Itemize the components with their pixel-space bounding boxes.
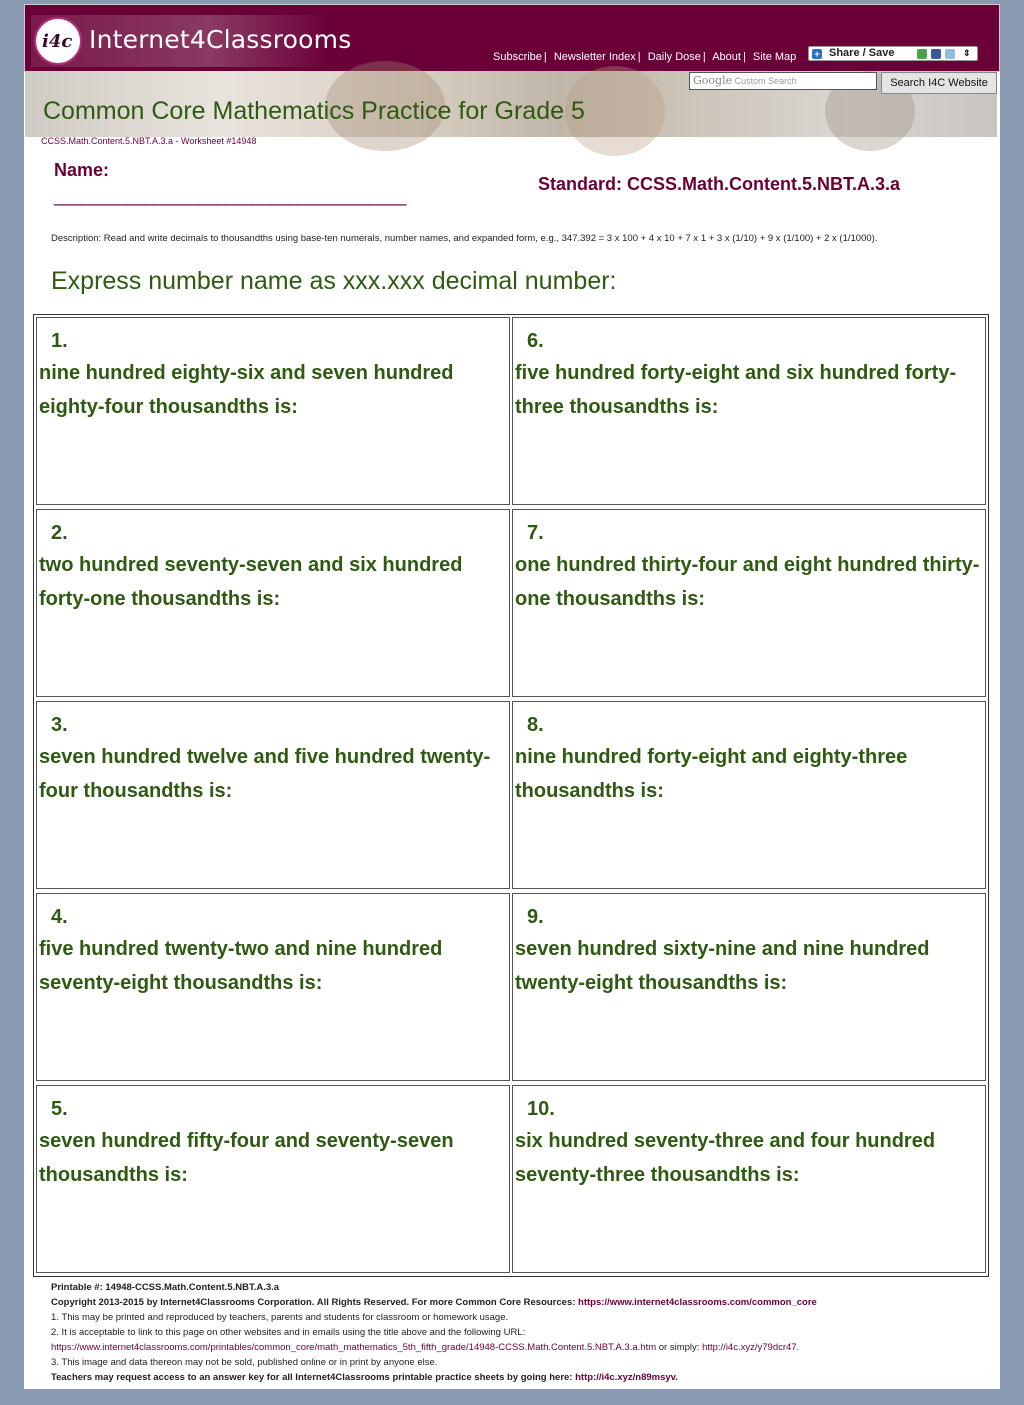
question-number: 9.	[527, 906, 544, 928]
question-cell	[36, 1085, 510, 1273]
chevron-updown-icon[interactable]: ⇕	[963, 48, 971, 58]
site-header	[24, 4, 1000, 72]
question-text: seven hundred fifty-four and seventy-seven thousandths is:	[39, 1130, 454, 1186]
instruction: Express number name as xxx.xxx decimal number:	[51, 267, 617, 295]
question-cell	[36, 893, 510, 1081]
question-number: 6.	[527, 330, 544, 352]
share-label: Share / Save	[829, 47, 895, 59]
search-button[interactable]: Search I4C Website	[881, 72, 997, 94]
nav-daily-dose[interactable]: Daily Dose	[647, 51, 701, 63]
question-number: 5.	[51, 1098, 68, 1120]
question-cell	[36, 509, 510, 697]
printable-number: Printable #: 14948-CCSS.Math.Content.5.NBT.A.3.a	[51, 1282, 280, 1293]
facebook-share-icon[interactable]	[931, 49, 941, 59]
page-title: Common Core Mathematics Practice for Grade 5	[43, 97, 585, 125]
answer-key-note: Teachers may request access to an answer key for all Internet4Classrooms printable practice sheets by going here: http://i4c.xyz/n89msyv.	[51, 1372, 678, 1383]
banner	[25, 71, 997, 137]
question-number: 3.	[51, 714, 68, 736]
twitter-share-icon[interactable]	[945, 49, 955, 59]
note-3: 3. This image and data thereon may not be sold, published online or in print by anyone else.	[51, 1357, 438, 1368]
question-cell	[512, 1085, 986, 1273]
search-input[interactable]: Google Custom Search	[689, 72, 877, 90]
nav-site-map[interactable]: Site Map	[752, 51, 797, 63]
question-cell	[36, 701, 510, 889]
page	[24, 4, 1000, 1389]
question-text: five hundred twenty-two and nine hundred seventy-eight thousandths is:	[39, 938, 443, 994]
note-2: 2. It is acceptable to link to this page on other websites and in emails using the title above and the following URL:	[51, 1327, 526, 1338]
question-text: six hundred seventy-three and four hundred seventy-three thousandths is:	[515, 1130, 936, 1186]
question-number: 4.	[51, 906, 68, 928]
description: Description: Read and write decimals to thousandths using base-ten numerals, number names, and expanded form, e.g., 347.392 = 3 x 100 + 4 x 10 + 7 x 1 + 3 x (1/10) + 9 x (1/100) + 2 x (1/1000).	[51, 233, 878, 244]
answer-key-link[interactable]: http://i4c.xyz/n89msyv	[575, 1372, 676, 1383]
top-nav: Subscribe | Newsletter Index | Daily Dose | About | Site Map	[493, 51, 797, 63]
question-cell	[512, 317, 986, 505]
url-line: https://www.internet4classrooms.com/printables/common_core/math_mathematics_5th_fifth_grade/14948-CCSS.Math.Content.5.NBT.A.3.a.htm or simply: http://i4c.xyz/y79dcr47.	[51, 1342, 800, 1353]
question-cell	[512, 893, 986, 1081]
question-text: nine hundred forty-eight and eighty-three thousandths is:	[515, 746, 908, 802]
worksheet-url-link[interactable]: https://www.internet4classrooms.com/printables/common_core/math_mathematics_5th_fifth_grade/14948-CCSS.Math.Content.5.NBT.A.3.a.htm	[51, 1342, 657, 1353]
question-cell	[512, 509, 986, 697]
question-cell	[512, 701, 986, 889]
nav-about[interactable]: About	[712, 51, 741, 63]
breadcrumb: CCSS.Math.Content.5.NBT.A.3.a - Worksheet #14948	[41, 136, 257, 146]
logo-text: Internet4Classrooms	[89, 25, 352, 54]
short-url-link[interactable]: http://i4c.xyz/y79dcr47	[702, 1342, 797, 1353]
question-number: 8.	[527, 714, 544, 736]
question-text: one hundred thirty-four and eight hundred thirty-one thousandths is:	[515, 554, 980, 610]
question-cell	[36, 317, 510, 505]
question-text: nine hundred eighty-six and seven hundred eighty-four thousandths is:	[39, 362, 454, 418]
question-number: 10.	[527, 1098, 555, 1120]
copyright: Copyright 2013-2015 by Internet4Classrooms Corporation. All Rights Reserved. For more Common Core Resources: https://www.internet4classrooms.com/common_core	[51, 1297, 817, 1308]
standard-label: Standard: CCSS.Math.Content.5.NBT.A.3.a	[538, 174, 901, 194]
common-core-link[interactable]: https://www.internet4classrooms.com/common_core	[578, 1297, 817, 1308]
question-number: 1.	[51, 330, 68, 352]
name-label: Name:	[54, 160, 110, 180]
share-save-button[interactable]	[808, 46, 978, 61]
note-1: 1. This may be printed and reproduced by teachers, parents and students for classroom or homework usage.	[51, 1312, 509, 1323]
question-number: 2.	[51, 522, 68, 544]
nav-newsletter-index[interactable]: Newsletter Index	[553, 51, 636, 63]
i4c-logo-icon: i4c	[34, 17, 82, 65]
plus-icon: +	[812, 49, 822, 59]
question-text: two hundred seventy-seven and six hundred forty-one thousandths is:	[39, 554, 463, 610]
footer	[51, 1280, 991, 1385]
question-text: five hundred forty-eight and six hundred forty-three thousandths is:	[515, 362, 957, 418]
name-line: _______________________________________	[54, 186, 406, 206]
email-share-icon[interactable]	[917, 49, 927, 59]
question-grid	[33, 314, 989, 1277]
question-text: seven hundred sixty-nine and nine hundred twenty-eight thousandths is:	[515, 938, 930, 994]
nav-subscribe[interactable]: Subscribe	[493, 51, 542, 63]
question-number: 7.	[527, 522, 544, 544]
question-text: seven hundred twelve and five hundred twenty-four thousandths is:	[39, 746, 491, 802]
site-logo[interactable]	[31, 15, 352, 67]
